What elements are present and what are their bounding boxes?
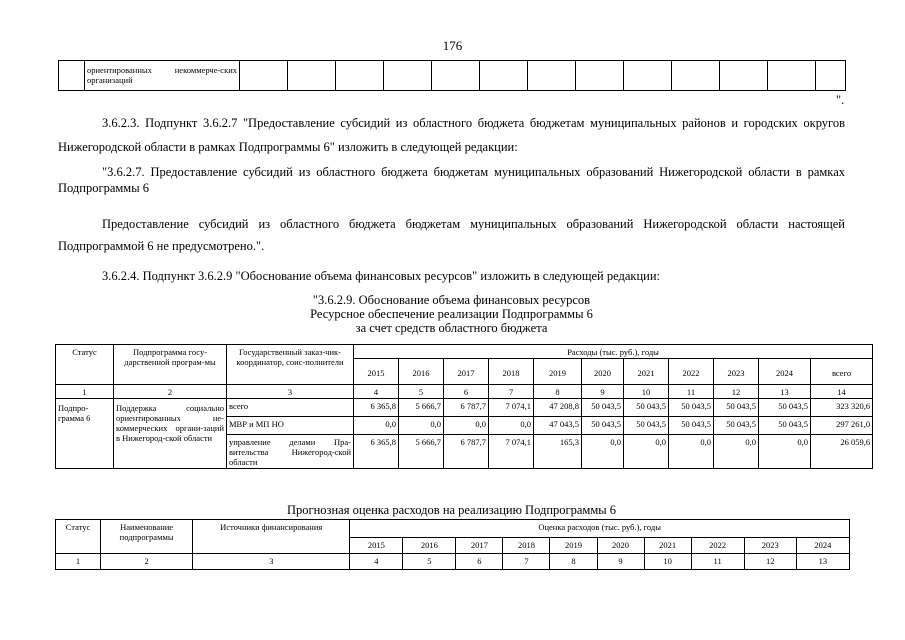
column-number: 12 [714,385,759,399]
header-customer: Государственный заказ-чик-координатор, соис-полнители [227,345,354,385]
column-number: 5 [403,554,456,570]
continued-table [58,60,846,91]
value-cell: 50 043,5 [624,417,669,435]
value-cell: 6 365,8 [354,399,399,417]
year-header: 2018 [489,359,534,385]
column-number: 2 [101,554,193,570]
year-header: 2022 [669,359,714,385]
value-cell: 50 043,5 [759,399,811,417]
header-funding-sources: Источники финансирования [193,520,350,554]
year-header: 2018 [503,538,550,554]
value-cell: 50 043,5 [669,417,714,435]
row-label: всего [227,399,354,417]
year-header: 2021 [624,359,669,385]
header-status: Статус [56,345,114,385]
table-subtitle-regional-budget: за счет средств областного бюджета [355,321,548,335]
column-number: 3 [227,385,354,399]
column-number: 1 [56,554,101,570]
paragraph-3-6-2-3: 3.6.2.3. Подпункт 3.6.2.7 "Предоставление субсидий из областного бюджета бюджетам муниципальных районов и городских округов Нижегородской области в рамках Подпрограммы 6" изложить в следующей редакции: [58,116,845,154]
year-header: 2019 [534,359,582,385]
year-header: 2024 [796,538,849,554]
column-number: 3 [193,554,350,570]
column-number: 9 [597,554,644,570]
year-header: 2023 [744,538,796,554]
column-number: 8 [550,554,597,570]
column-number: 10 [644,554,691,570]
paragraph-3-6-2-7: "3.6.2.7. Предоставление субсидий из областного бюджета бюджетам муниципальных образований Нижегородской области в рамках Подпрограммы 6 [58,165,845,195]
value-cell: 47 208,8 [534,399,582,417]
value-cell: 50 043,5 [582,417,624,435]
column-number: 2 [114,385,227,399]
value-cell: 50 043,5 [582,399,624,417]
year-header: 2016 [403,538,456,554]
year-header: 2024 [759,359,811,385]
value-cell: 50 043,5 [624,399,669,417]
header-subprogram-name: Наименование подпрограммы [101,520,193,554]
value-cell: 0,0 [444,417,489,435]
value-cell: 0,0 [399,417,444,435]
year-header: 2017 [444,359,489,385]
value-cell: 47 043,5 [534,417,582,435]
value-cell: 50 043,5 [759,417,811,435]
row-label: МВР и МП НО [227,417,354,435]
header-estimate: Оценка расходов (тыс. руб.), годы [350,520,850,538]
value-cell: 0,0 [624,435,669,469]
section-title: "3.6.2.9. Обоснование объема финансовых ресурсов [312,293,591,307]
year-header: 2019 [550,538,597,554]
paragraph-3-6-2-4: 3.6.2.4. Подпункт 3.6.2.9 "Обоснование объема финансовых ресурсов" изложить в следующей редакции: [102,269,661,283]
column-number: 10 [624,385,669,399]
page-number: 176 [442,38,463,53]
year-header: 2021 [644,538,691,554]
value-cell: 6 787,7 [444,435,489,469]
column-number: 13 [796,554,849,570]
header-expenses: Расходы (тыс. руб.), годы [354,345,873,359]
table-title-resources: Ресурсное обеспечение реализации Подпрограммы 6 [310,307,593,321]
value-cell: 0,0 [354,417,399,435]
value-cell: 165,3 [534,435,582,469]
value-cell: 297 261,0 [811,417,873,435]
header-status: Статус [56,520,101,554]
year-header: 2020 [597,538,644,554]
value-cell: 0,0 [489,417,534,435]
value-cell: 0,0 [582,435,624,469]
forecast-table [55,519,850,570]
column-number: 8 [534,385,582,399]
year-header: 2015 [350,538,403,554]
column-number: 6 [456,554,503,570]
subprogram-name-cell: Поддержка социально ориентированных не-коммерческих органи-заций в Нижегород-ской области [114,399,227,469]
column-number: 4 [350,554,403,570]
column-number: 9 [582,385,624,399]
column-number: 5 [399,385,444,399]
value-cell: 6 787,7 [444,399,489,417]
value-cell: 323 320,6 [811,399,873,417]
value-cell: 50 043,5 [669,399,714,417]
value-cell: 0,0 [669,435,714,469]
column-number: 11 [669,385,714,399]
continued-table-cell: ориентированных некоммерче-ских организаций [85,61,240,91]
value-cell: 6 365,8 [354,435,399,469]
column-number: 13 [759,385,811,399]
year-header: 2020 [582,359,624,385]
value-cell: 50 043,5 [714,399,759,417]
year-header: 2016 [399,359,444,385]
value-cell: 5 666,7 [399,399,444,417]
year-header: 2015 [354,359,399,385]
column-number: 12 [744,554,796,570]
value-cell: 0,0 [714,435,759,469]
value-cell: 0,0 [759,435,811,469]
resources-table [55,344,873,469]
table-title-forecast: Прогнозная оценка расходов на реализацию Подпрограммы 6 [286,503,617,517]
paragraph-not-provided: Предоставление субсидий из областного бюджета бюджетам муниципальных образований Нижегородской области настоящей Подпрограммой 6 не предусмотрено.". [58,217,845,253]
column-number: 6 [444,385,489,399]
column-number: 4 [354,385,399,399]
status-cell: Подпро-грамма 6 [56,399,114,469]
year-header: 2022 [691,538,744,554]
row-label: управление делами Пра-вительства Нижегород-ской области [227,435,354,469]
value-cell: 7 074,1 [489,399,534,417]
column-number: 1 [56,385,114,399]
column-number: 14 [811,385,873,399]
year-header: 2017 [456,538,503,554]
column-number: 11 [691,554,744,570]
value-cell: 50 043,5 [714,417,759,435]
closing-quote: ". [836,93,845,107]
year-header: 2023 [714,359,759,385]
column-number: 7 [489,385,534,399]
value-cell: 26 059,6 [811,435,873,469]
header-subprogram: Подпрограмма госу-дарственной програм-мы [114,345,227,385]
value-cell: 7 074,1 [489,435,534,469]
column-number: 7 [503,554,550,570]
year-header: всего [811,359,873,385]
value-cell: 5 666,7 [399,435,444,469]
